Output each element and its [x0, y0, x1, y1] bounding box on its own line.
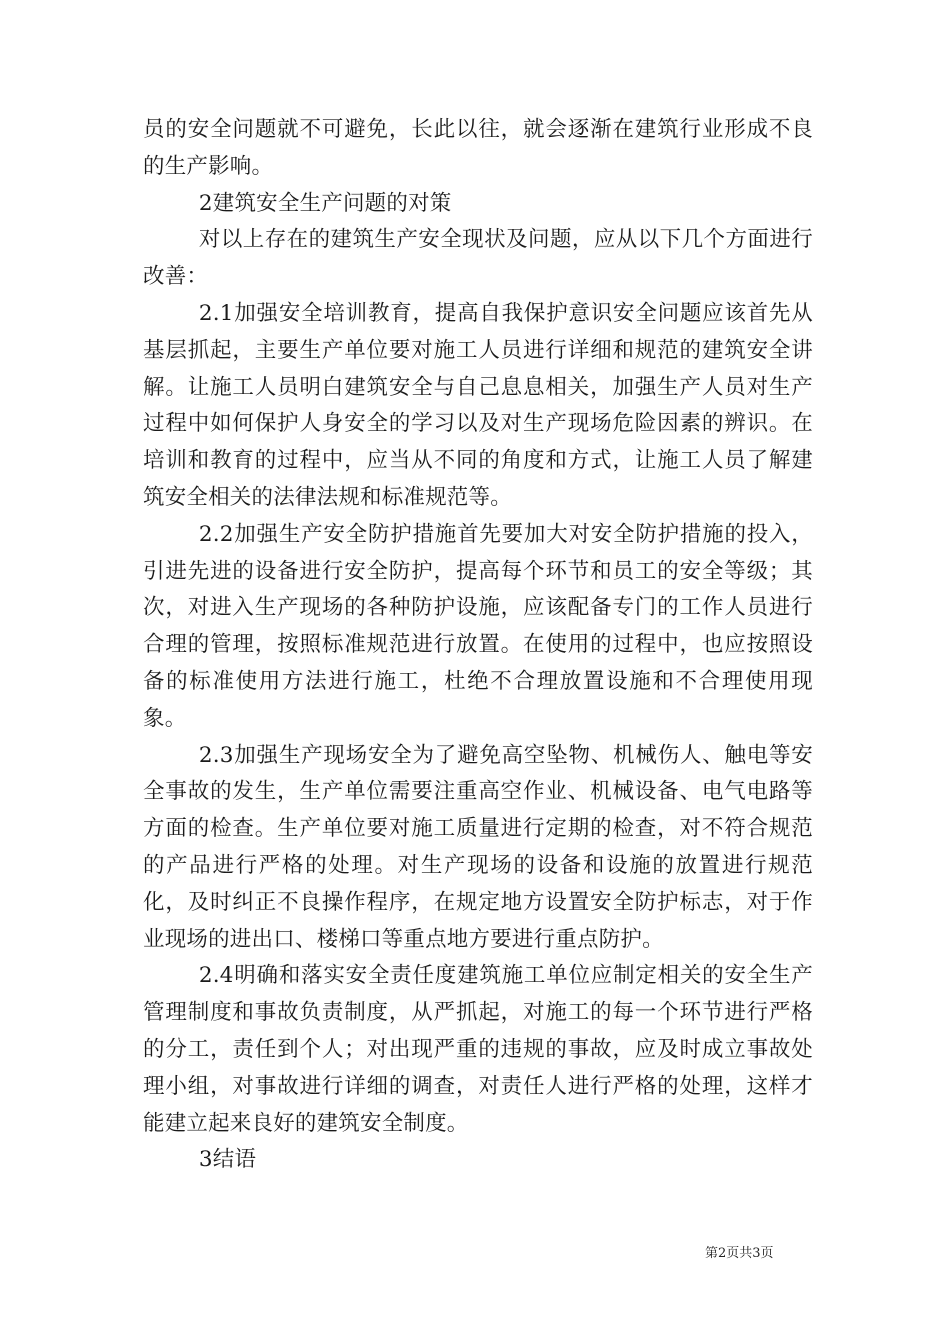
paragraph-2-1: 2.1加强安全培训教育，提高自我保护意识安全问题应该首先从基层抓起，主要生产单位要对施工人员进行详细和规范的建筑安全讲解。让施工人员明白建筑安全与自己息息相关，加强生产人员对生产过程中如何保护人身安全的学习以及对生产现场危险因素的辨识。在培训和教育的过程中，应当从不同的角度和方式，让施工人员了解建筑安全相关的法律法规和标准规范等。 — [143, 300, 813, 510]
paragraph-intro: 对以上存在的建筑生产安全现状及问题，应从以下几个方面进行改善： — [143, 227, 813, 290]
section-heading-3: 3结语 — [198, 1147, 257, 1173]
document-body — [143, 112, 813, 1179]
page-number: 第2页共3页 — [705, 1246, 774, 1261]
section-heading-2: 2建筑安全生产问题的对策 — [198, 190, 452, 216]
paragraph-2-4: 2.4明确和落实安全责任度建筑施工单位应制定相关的安全生产管理制度和事故负责制度，从严抓起，对施工的每一个环节进行严格的分工，责任到个人；对出现严重的违规的事故，应及时成立事故处理小组，对事故进行详细的调查，对责任人进行严格的处理，这样才能建立起来良好的建筑安全制度。 — [143, 963, 813, 1136]
paragraph-2-2: 2.2加强生产安全防护措施首先要加大对安全防护措施的投入，引进先进的设备进行安全防护，提高每个环节和员工的安全等级；其次，对进入生产现场的各种防护设施，应该配备专门的工作人员进行合理的管理，按照标准规范进行放置。在使用的过程中，也应按照设备的标准使用方法进行施工，杜绝不合理放置设施和不合理使用现象。 — [143, 521, 813, 731]
paragraph-continuation: 员的安全问题就不可避免，长此以往，就会逐渐在建筑行业形成不良的生产影响。 — [143, 117, 813, 179]
paragraph-2-3: 2.3加强生产现场安全为了避免高空坠物、机械伤人、触电等安全事故的发生，生产单位需要注重高空作业、机械设备、电气电路等方面的检查。生产单位要对施工质量进行定期的检查，对不符合规范的产品进行严格的处理。对生产现场的设备和设施的放置进行规范化，及时纠正不良操作程序，在规定地方设置安全防护标志，对于作业现场的进出口、楼梯口等重点地方要进行重点防护。 — [143, 742, 813, 952]
